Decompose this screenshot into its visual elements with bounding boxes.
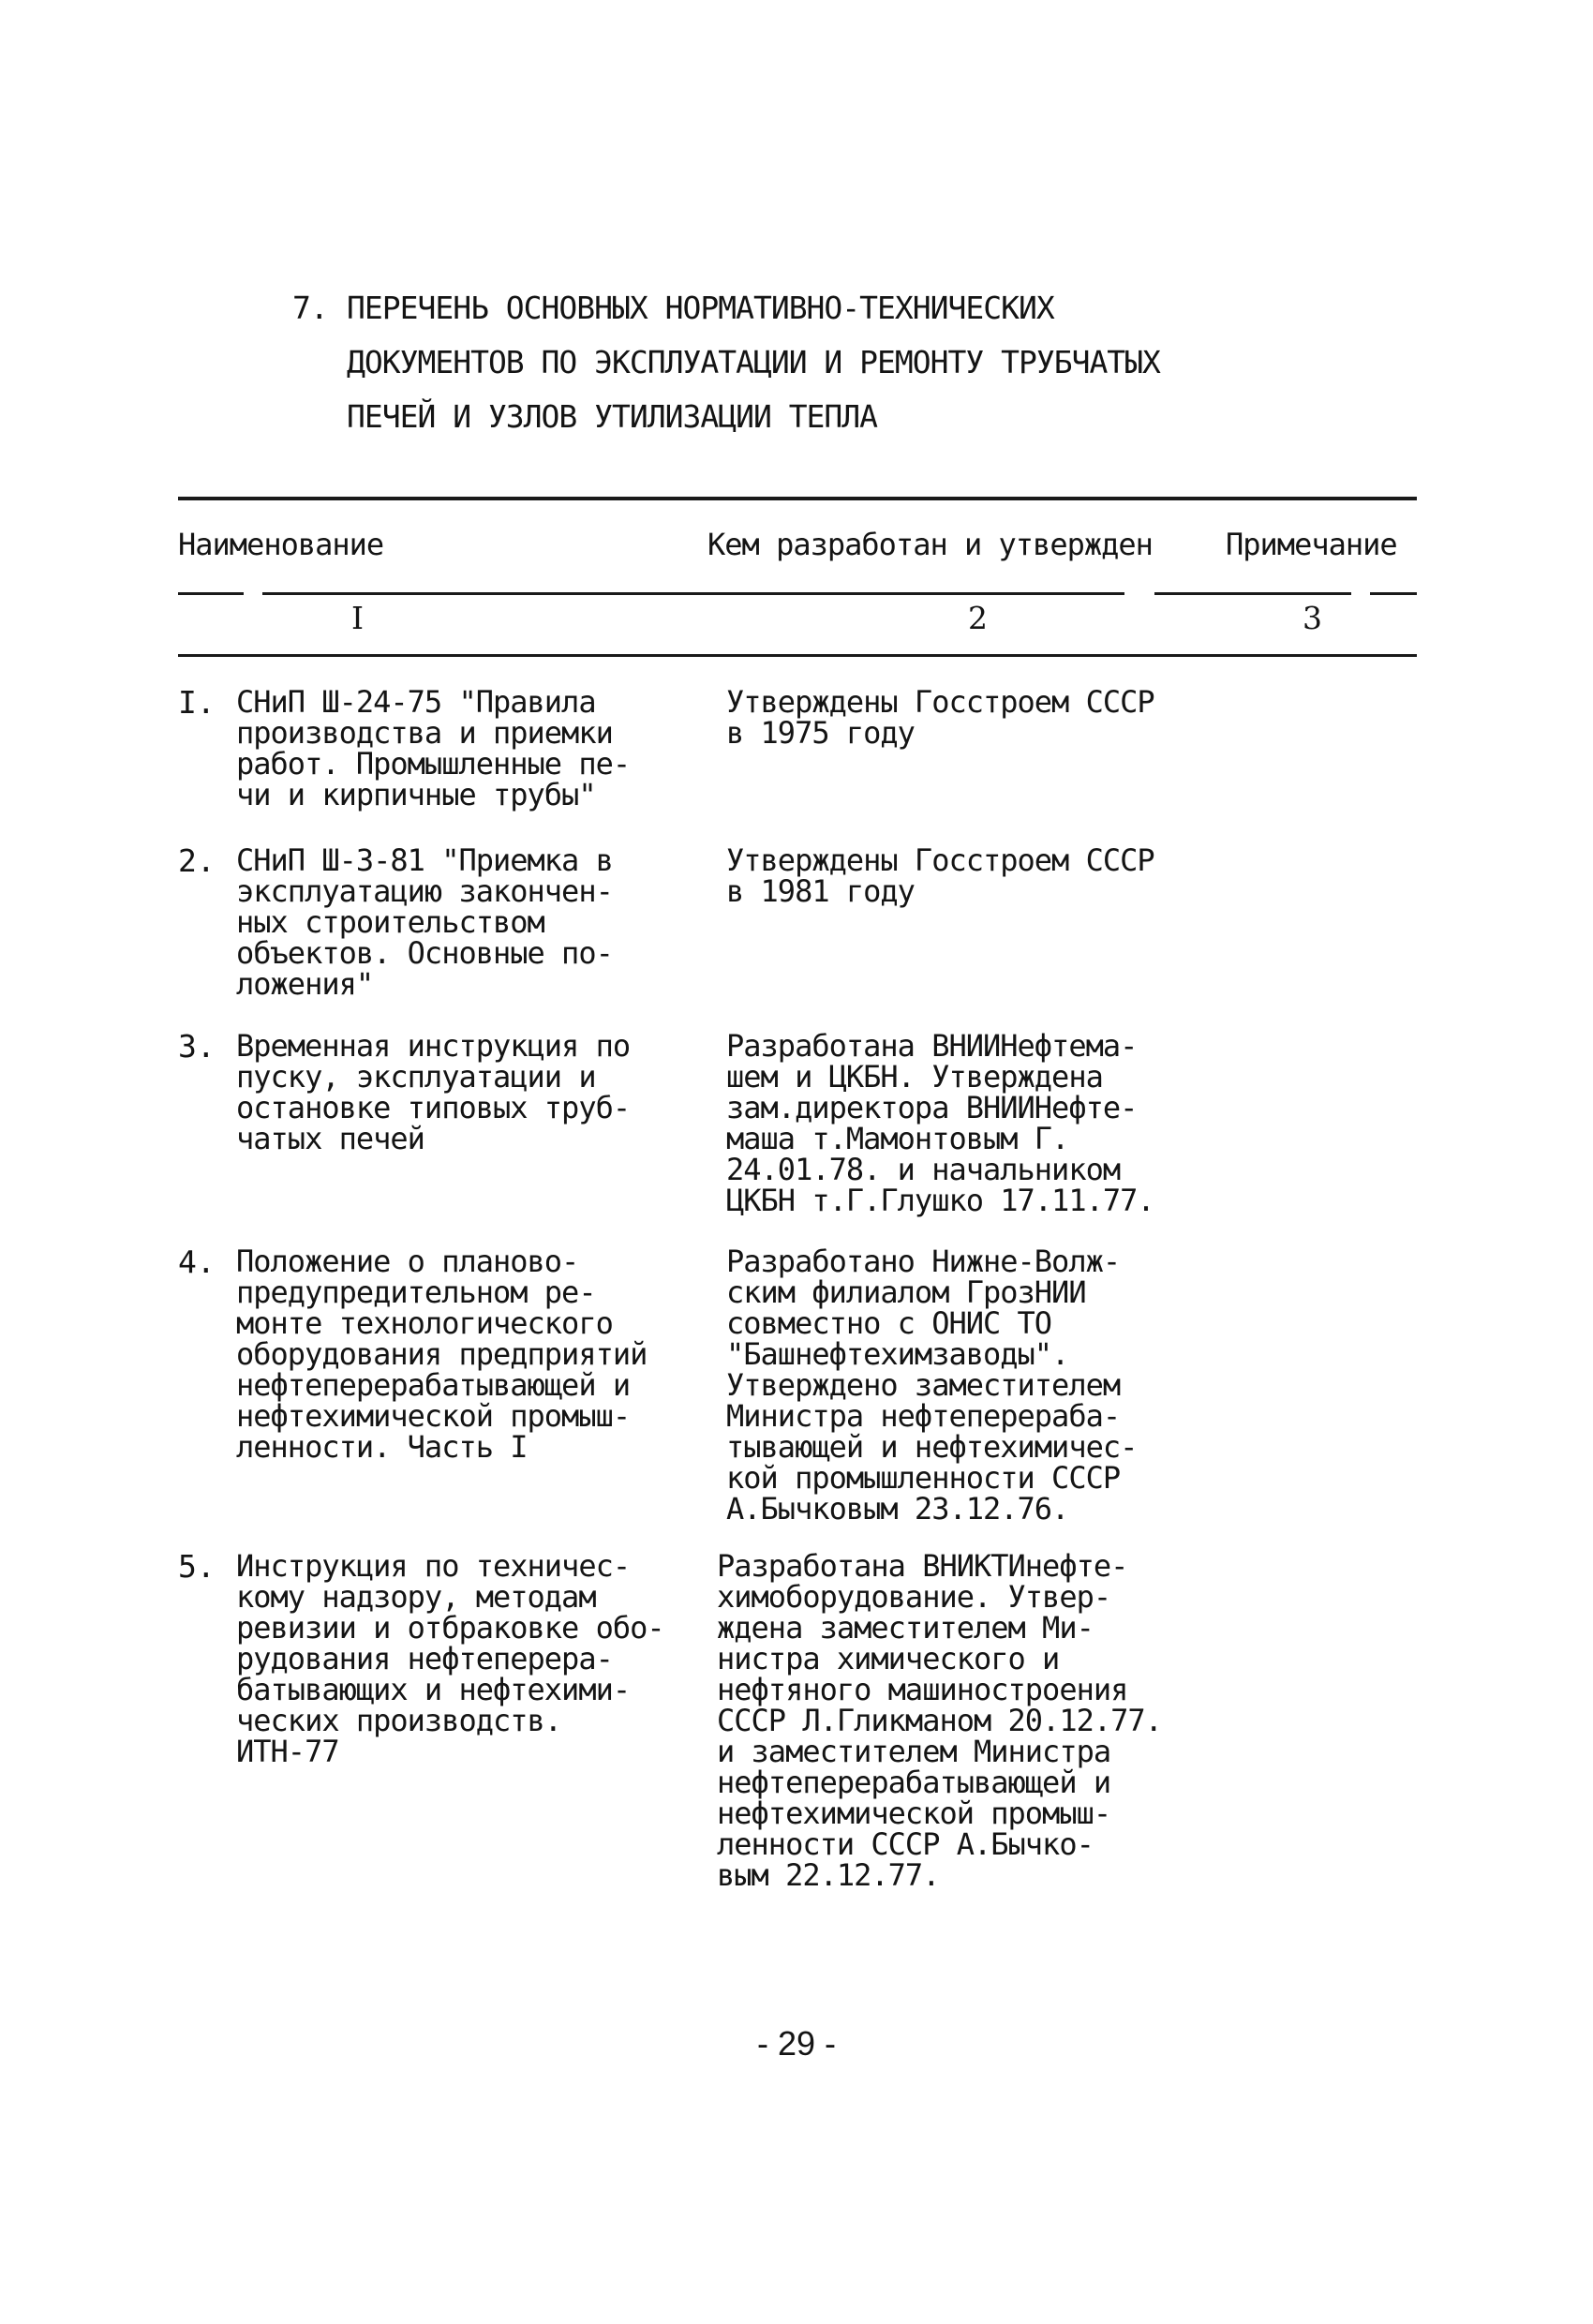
cell-line: Временная инструкция по: [236, 1028, 631, 1064]
cell-line: нефтехимической промыш-: [717, 1795, 1111, 1831]
cell-line: ложения": [236, 966, 374, 1002]
row-number: 3.: [178, 1028, 216, 1065]
cell-line: оборудования предприятий: [236, 1336, 648, 1372]
section-number: 7.: [292, 290, 328, 326]
cell-line: Инструкция по техничес-: [236, 1548, 631, 1584]
cell-line: остановке типовых труб-: [236, 1090, 631, 1125]
cell-line: кой промышленности СССР: [726, 1460, 1121, 1496]
cell-line: ским филиалом ГрозНИИ: [726, 1274, 1086, 1310]
column-header-note: Примечание: [1226, 527, 1397, 562]
column-number-1: I: [351, 600, 365, 636]
cell-line: нефтеперерабатывающей и: [717, 1765, 1111, 1800]
row-name-cell: [236, 684, 631, 812]
table-header-bottom-rule: [178, 654, 1417, 657]
row-developer-cell: [717, 1548, 1162, 1893]
row-name-cell: [236, 1028, 631, 1156]
row-name-cell: [236, 1246, 647, 1463]
row-number: 2.: [178, 842, 216, 879]
column-header-developer: Кем разработан и утвержден: [707, 527, 1153, 562]
column-number-3: 3: [1303, 600, 1322, 636]
row-developer-cell: [726, 1246, 1137, 1525]
cell-line: рудования нефтеперера-: [236, 1641, 613, 1676]
section-heading-line-1: ПЕРЕЧЕНЬ ОСНОВНЫХ НОРМАТИВНО-ТЕХНИЧЕСКИХ: [347, 290, 1054, 326]
cell-line: монте технологического: [236, 1305, 613, 1341]
cell-line: Разработана ВНИИНефтема-: [726, 1028, 1138, 1064]
cell-line: СССР Л.Гликманом 20.12.77.: [717, 1703, 1162, 1738]
cell-line: нистра химического и: [717, 1641, 1060, 1676]
header-divider: [1370, 592, 1417, 595]
cell-line: ревизии и отбраковке обо-: [236, 1610, 664, 1646]
cell-line: СНиП Ш-24-75 "Правила: [236, 684, 596, 720]
cell-line: чи и кирпичные трубы": [236, 777, 596, 812]
cell-line: Разработано Нижне-Волж-: [726, 1244, 1121, 1279]
cell-line: работ. Промышленные пе-: [236, 746, 631, 782]
table-top-rule: [178, 497, 1417, 500]
cell-line: нефтехимической промыш-: [236, 1398, 631, 1434]
cell-line: ЦКБН т.Г.Глушко 17.11.77.: [726, 1183, 1154, 1218]
cell-line: вым 22.12.77.: [717, 1857, 940, 1893]
cell-line: производства и приемки: [236, 715, 613, 751]
row-developer-cell: [726, 1028, 1154, 1218]
cell-line: ждена заместителем Ми-: [717, 1610, 1094, 1646]
column-header-name: Наименование: [178, 527, 384, 562]
cell-line: пуску, эксплуатации и: [236, 1059, 596, 1095]
cell-line: Разработана ВНИКТИнефте-: [717, 1548, 1128, 1584]
cell-line: ческих производств.: [236, 1703, 562, 1738]
cell-line: "Башнефтехимзаводы".: [726, 1336, 1069, 1372]
cell-line: ленности. Часть I: [236, 1429, 528, 1465]
cell-line: маша т.Мамонтовым Г.: [726, 1121, 1069, 1156]
row-developer-cell: [726, 684, 1154, 751]
cell-line: предупредительном ре-: [236, 1274, 596, 1310]
cell-line: кому надзору, методам: [236, 1579, 596, 1615]
cell-line: ленности СССР А.Бычко-: [717, 1826, 1094, 1862]
row-name-cell: [236, 1548, 664, 1769]
cell-line: тывающей и нефтехимичес-: [726, 1429, 1138, 1465]
cell-line: СНиП Ш-3-81 "Приемка в: [236, 842, 613, 878]
cell-line: в 1981 году: [726, 873, 915, 909]
cell-line: ИТН-77: [236, 1734, 339, 1769]
cell-line: Утверждены Госстроем СССР: [726, 684, 1154, 720]
row-name-cell: [236, 842, 613, 1002]
section-heading-line-2: ДОКУМЕНТОВ ПО ЭКСПЛУАТАЦИИ И РЕМОНТУ ТРУБЧАТЫХ: [347, 344, 1160, 380]
column-number-2: 2: [968, 600, 988, 636]
header-divider: [262, 592, 1124, 595]
row-number: I.: [178, 684, 216, 721]
cell-line: А.Бычковым 23.12.76.: [726, 1491, 1069, 1527]
cell-line: в 1975 году: [726, 715, 915, 751]
cell-line: эксплуатацию закончен-: [236, 873, 613, 909]
cell-line: батывающих и нефтехими-: [236, 1672, 631, 1707]
section-heading-line-3: ПЕЧЕЙ И УЗЛОВ УТИЛИЗАЦИИ ТЕПЛА: [347, 398, 878, 435]
row-developer-cell: [726, 842, 1154, 909]
header-divider: [178, 592, 244, 595]
cell-line: Утверждено заместителем: [726, 1367, 1121, 1403]
row-number: 4.: [178, 1244, 216, 1280]
cell-line: химоборудование. Утвер-: [717, 1579, 1111, 1615]
cell-line: 24.01.78. и начальником: [726, 1152, 1121, 1187]
cell-line: Положение о планово-: [236, 1244, 579, 1279]
cell-line: объектов. Основные по-: [236, 935, 613, 971]
cell-line: совместно с ОНИС ТО: [726, 1305, 1052, 1341]
cell-line: чатых печей: [236, 1121, 424, 1156]
cell-line: ных строительством: [236, 904, 544, 940]
header-divider: [1154, 592, 1351, 595]
cell-line: шем и ЦКБН. Утверждена: [726, 1059, 1103, 1095]
row-number: 5.: [178, 1548, 216, 1585]
cell-line: Утверждены Госстроем СССР: [726, 842, 1154, 878]
cell-line: нефтеперерабатывающей и: [236, 1367, 631, 1403]
cell-line: и заместителем Министра: [717, 1734, 1111, 1769]
cell-line: Министра нефтеперераба-: [726, 1398, 1121, 1434]
section-heading: [292, 281, 1304, 444]
cell-line: зам.директора ВНИИНефте-: [726, 1090, 1138, 1125]
page-number: - 29 -: [756, 2024, 837, 2063]
cell-line: нефтяного машиностроения: [717, 1672, 1128, 1707]
